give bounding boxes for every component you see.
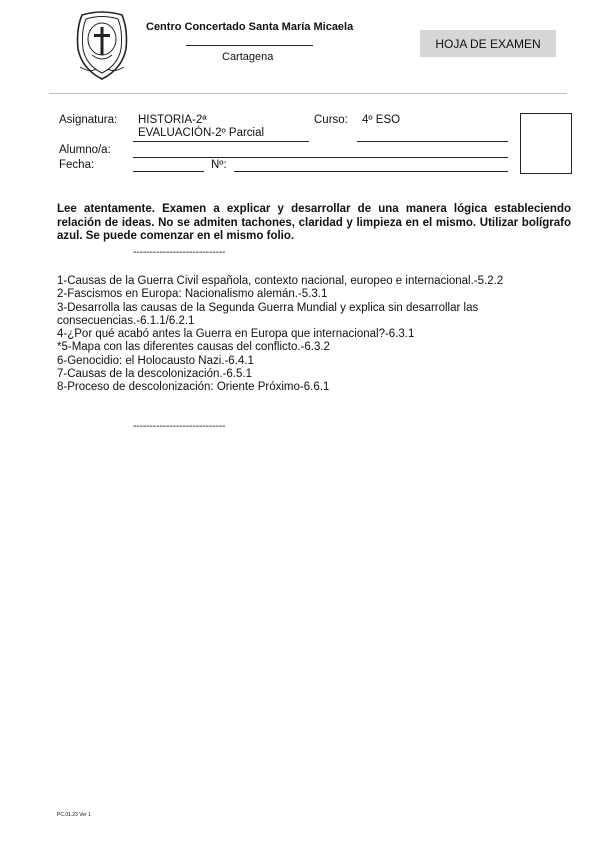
separator-bottom: ---------------------------- [133,420,226,432]
question-item: 4-¿Por qué acabó antes la Guerra en Europa que internacional?-6.3.1 [57,328,415,341]
question-item: 6-Genocidio: el Holocausto Nazi.-6.4.1 [57,354,254,367]
course-label: Curso: [314,114,348,126]
questions-list [57,275,577,395]
student-field-line[interactable] [133,157,508,158]
student-label: Alumno/a: [59,144,111,156]
grade-box[interactable] [520,113,572,174]
separator-top: ---------------------------- [133,246,226,258]
question-item: 3-Desarrolla las causas de la Segunda Guerra Mundial y explica sin desarrollar las consecuencias.-6.1.1/6.2.1 [57,301,479,327]
number-field-line[interactable] [234,171,508,172]
school-crest-logo [74,9,130,81]
school-name: Centro Concertado Santa María Micaela [146,21,354,33]
city-name: Cartagena [222,51,274,63]
subject-value-line1: HISTORIA-2ª [138,114,207,126]
question-item: 7-Causas de la descolonización.-6.5.1 [57,368,252,381]
header-divider [186,45,313,46]
subject-underline [133,141,309,142]
course-underline [357,141,508,142]
header-separator [49,93,567,94]
question-item: 8-Proceso de descolonización: Oriente Próximo-6.6.1 [57,381,330,394]
subject-label: Asignatura: [59,114,118,126]
date-field-line[interactable] [133,171,204,172]
course-value: 4º ESO [362,114,401,126]
date-label: Fecha: [59,159,95,171]
question-item: *5-Mapa con las diferentes causas del conflicto.-6.3.2 [57,341,330,354]
question-item: 2-Fascismos en Europa: Nacionalismo alemán.-5.3.1 [57,288,328,301]
number-label: Nº: [211,159,227,171]
instructions-text: Lee atentamente. Examen a explicar y desarrollar de una manera lógica estableciendo relación de ideas. No se admiten tachones, claridad y limpieza en el mismo. Utilizar bolígrafo azul. Se puede comenzar en el mismo folio. [57,203,571,242]
question-item: 1-Causas de la Guerra Civil española, contexto nacional, europeo e internacional.-5.2.2 [57,275,504,287]
subject-value-line2: EVALUACIÓN-2º Parcial [138,127,265,139]
document-version: PC.01.23 Ver 1 [57,812,91,818]
exam-sheet-label: HOJA DE EXAMEN [420,30,556,57]
